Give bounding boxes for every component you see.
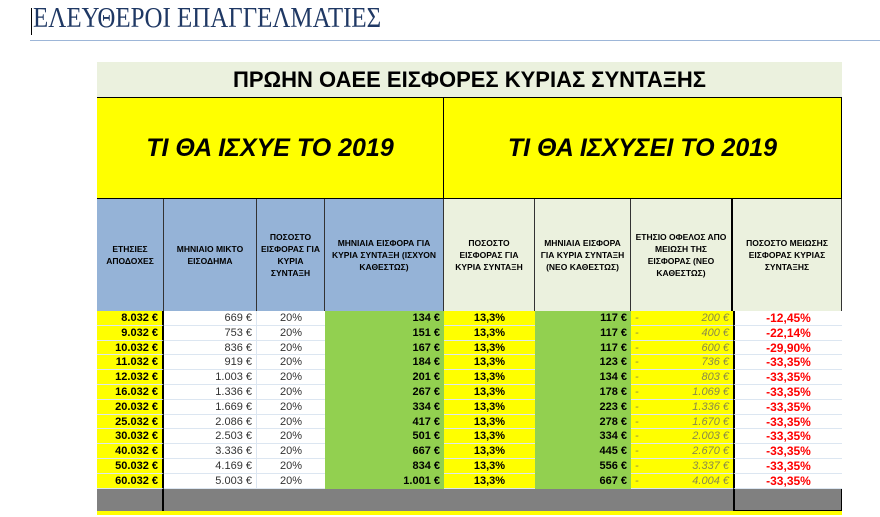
- cell-old-rate: 20%: [257, 326, 325, 341]
- cell-reduction-percent: -33,35%: [733, 400, 842, 415]
- cell-old-rate: 20%: [257, 385, 325, 400]
- benefit-value: 803 €: [701, 371, 729, 384]
- cell-old-monthly-contribution: 834 €: [325, 459, 444, 474]
- cell-new-monthly-contribution: 134 €: [535, 370, 631, 385]
- dash: -: [635, 474, 639, 487]
- header-old-rate: ΠΟΣΟΣΤΟ ΕΙΣΦΟΡΑΣ ΓΙΑ ΚΥΡΙΑ ΣΥΝΤΑΞΗ: [257, 199, 325, 311]
- cell-new-monthly-contribution: 334 €: [535, 429, 631, 444]
- cell-annual-benefit: [631, 370, 733, 385]
- table-row: [97, 400, 842, 415]
- cell-annual-income: 20.032 €: [97, 400, 164, 415]
- cell-new-monthly-contribution: 178 €: [535, 385, 631, 400]
- benefit-value: 200 €: [701, 312, 729, 324]
- cell-new-monthly-contribution: 667 €: [535, 474, 631, 489]
- contributions-table: [97, 62, 842, 515]
- benefit-value: 4.004 €: [692, 474, 729, 487]
- cell-annual-income: 8.032 €: [97, 311, 164, 326]
- table-row: [97, 370, 842, 385]
- cell-annual-benefit: [631, 311, 733, 326]
- cell-monthly-gross: 2.086 €: [164, 415, 257, 430]
- cell-monthly-gross: 3.336 €: [164, 444, 257, 459]
- header-new-rate: ΠΟΣΟΣΤΟ ΕΙΣΦΟΡΑΣ ΓΙΑ ΚΥΡΙΑ ΣΥΝΤΑΞΗ: [444, 199, 535, 311]
- cell-annual-income: 25.032 €: [97, 415, 164, 430]
- cell-old-monthly-contribution: 167 €: [325, 341, 444, 356]
- table-footer-row: [97, 489, 842, 511]
- cell-monthly-gross: 753 €: [164, 326, 257, 341]
- cell-new-rate: 13,3%: [444, 385, 535, 400]
- table-body: [97, 311, 842, 489]
- cell-annual-benefit: [631, 459, 733, 474]
- dash: -: [635, 400, 639, 413]
- cell-old-monthly-contribution: 501 €: [325, 429, 444, 444]
- cell-reduction-percent: -22,14%: [733, 326, 842, 341]
- cell-annual-benefit: [631, 474, 733, 489]
- cell-old-monthly-contribution: 417 €: [325, 415, 444, 430]
- cell-annual-income: 60.032 €: [97, 474, 164, 489]
- cell-monthly-gross: 5.003 €: [164, 474, 257, 489]
- header-annual-income: ΕΤΗΣΙΕΣ ΑΠΟΔΟΧΕΣ: [97, 199, 164, 311]
- cell-monthly-gross: 1.003 €: [164, 370, 257, 385]
- cell-annual-benefit: [631, 429, 733, 444]
- table-title: ΠΡΩΗΝ ΟΑΕΕ ΕΙΣΦΟΡΕΣ ΚΥΡΙΑΣ ΣΥΝΤΑΞΗΣ: [97, 62, 842, 98]
- cell-old-rate: 20%: [257, 400, 325, 415]
- cell-new-rate: 13,3%: [444, 311, 535, 326]
- cell-new-rate: 13,3%: [444, 429, 535, 444]
- dash: -: [635, 459, 639, 472]
- benefit-value: 1.670 €: [692, 415, 729, 428]
- benefit-value: 3.337 €: [692, 459, 729, 472]
- cell-old-monthly-contribution: 1.001 €: [325, 474, 444, 489]
- cell-annual-benefit: [631, 400, 733, 415]
- cell-monthly-gross: 1.669 €: [164, 400, 257, 415]
- cell-new-rate: 13,3%: [444, 444, 535, 459]
- cell-reduction-percent: -33,35%: [733, 474, 842, 489]
- table-row: [97, 326, 842, 341]
- cell-monthly-gross: 919 €: [164, 355, 257, 370]
- cell-annual-income: 40.032 €: [97, 444, 164, 459]
- cell-annual-benefit: [631, 415, 733, 430]
- footer-cell: [733, 489, 842, 511]
- benefit-value: 600 €: [701, 341, 729, 354]
- cell-monthly-gross: 1.336 €: [164, 385, 257, 400]
- cell-new-rate: 13,3%: [444, 341, 535, 356]
- cell-new-rate: 13,3%: [444, 459, 535, 474]
- period-old: ΤΙ ΘΑ ΙΣΧΥΕ ΤΟ 2019: [97, 98, 444, 198]
- cell-new-monthly-contribution: 445 €: [535, 444, 631, 459]
- cell-new-rate: 13,3%: [444, 415, 535, 430]
- cell-annual-income: 11.032 €: [97, 355, 164, 370]
- cell-new-monthly-contribution: 223 €: [535, 400, 631, 415]
- table-row: [97, 341, 842, 356]
- benefit-value: 2.003 €: [692, 430, 729, 443]
- cell-new-rate: 13,3%: [444, 355, 535, 370]
- table-row: [97, 444, 842, 459]
- cell-reduction-percent: -33,35%: [733, 370, 842, 385]
- cell-new-monthly-contribution: 556 €: [535, 459, 631, 474]
- dash: -: [635, 430, 639, 443]
- cell-new-monthly-contribution: 117 €: [535, 341, 631, 356]
- cell-reduction-percent: -33,35%: [733, 415, 842, 430]
- cell-old-monthly-contribution: 667 €: [325, 444, 444, 459]
- document-title: ΕΛΕΥΘΕΡΟΙ ΕΠΑΓΓΕΛΜΑΤΙΕΣ: [33, 2, 382, 34]
- cell-old-monthly-contribution: 151 €: [325, 326, 444, 341]
- cell-monthly-gross: 4.169 €: [164, 459, 257, 474]
- header-old-monthly-contribution: ΜΗΝΙΑΙΑ ΕΙΣΦΟΡΑ ΓΙΑ ΚΥΡΙΑ ΣΥΝΤΑΞΗ (ΙΣΧΥΟΝ ΚΑΘΕΣΤΩΣ): [325, 199, 444, 311]
- cell-old-monthly-contribution: 134 €: [325, 311, 444, 326]
- cell-annual-benefit: [631, 444, 733, 459]
- table-row: [97, 355, 842, 370]
- cell-old-rate: 20%: [257, 341, 325, 356]
- cell-old-monthly-contribution: 201 €: [325, 370, 444, 385]
- cell-reduction-percent: -33,35%: [733, 355, 842, 370]
- cell-old-rate: 20%: [257, 311, 325, 326]
- footer-edge: [97, 511, 842, 515]
- dash: -: [635, 415, 639, 428]
- cell-old-rate: 20%: [257, 459, 325, 474]
- cell-new-rate: 13,3%: [444, 326, 535, 341]
- table-row: [97, 474, 842, 489]
- cell-reduction-percent: -33,35%: [733, 459, 842, 474]
- cell-monthly-gross: 2.503 €: [164, 429, 257, 444]
- cell-new-rate: 13,3%: [444, 400, 535, 415]
- benefit-value: 1.069 €: [692, 385, 729, 398]
- column-header-row: [97, 199, 842, 311]
- cell-reduction-percent: -33,35%: [733, 444, 842, 459]
- benefit-value: 736 €: [701, 356, 729, 369]
- cell-new-monthly-contribution: 117 €: [535, 311, 631, 326]
- header-monthly-gross: ΜΗΝΙΑΙΟ ΜΙΚΤΟ ΕΙΣΟΔΗΜΑ: [164, 199, 257, 311]
- cell-old-rate: 20%: [257, 355, 325, 370]
- dash: -: [635, 445, 639, 458]
- cell-annual-income: 50.032 €: [97, 459, 164, 474]
- cell-reduction-percent: -33,35%: [733, 385, 842, 400]
- cell-monthly-gross: 669 €: [164, 311, 257, 326]
- footer-cell: [97, 489, 164, 511]
- dash: -: [635, 326, 639, 339]
- cell-annual-income: 12.032 €: [97, 370, 164, 385]
- cell-reduction-percent: -12,45%: [733, 311, 842, 326]
- cell-old-rate: 20%: [257, 474, 325, 489]
- text-cursor: [31, 8, 32, 35]
- cell-annual-income: 16.032 €: [97, 385, 164, 400]
- header-annual-benefit: ΕΤΗΣΙΟ ΟΦΕΛΟΣ ΑΠΟ ΜΕΙΩΣΗ ΤΗΣ ΕΙΣΦΟΡΑΣ (ΝΕΟ ΚΑΘΕΣΤΩΣ): [631, 199, 733, 311]
- dash: -: [635, 371, 639, 384]
- table-row: [97, 385, 842, 400]
- cell-old-monthly-contribution: 334 €: [325, 400, 444, 415]
- cell-annual-benefit: [631, 326, 733, 341]
- cell-annual-benefit: [631, 341, 733, 356]
- period-header-row: [97, 98, 842, 199]
- cell-monthly-gross: 836 €: [164, 341, 257, 356]
- dash: -: [635, 312, 639, 324]
- dash: -: [635, 356, 639, 369]
- cell-old-rate: 20%: [257, 370, 325, 385]
- header-new-monthly-contribution: ΜΗΝΙΑΙΑ ΕΙΣΦΟΡΑ ΓΙΑ ΚΥΡΙΑ ΣΥΝΤΑΞΗ (ΝΕΟ ΚΑΘΕΣΤΩΣ): [535, 199, 631, 311]
- cell-new-rate: 13,3%: [444, 370, 535, 385]
- cell-new-monthly-contribution: 278 €: [535, 415, 631, 430]
- cell-old-monthly-contribution: 184 €: [325, 355, 444, 370]
- benefit-value: 1.336 €: [692, 400, 729, 413]
- cell-old-rate: 20%: [257, 444, 325, 459]
- benefit-value: 400 €: [701, 326, 729, 339]
- cell-old-monthly-contribution: 267 €: [325, 385, 444, 400]
- table-row: [97, 415, 842, 430]
- table-row: [97, 459, 842, 474]
- cell-annual-income: 10.032 €: [97, 341, 164, 356]
- cell-annual-income: 30.032 €: [97, 429, 164, 444]
- table-row: [97, 311, 842, 326]
- footer-cell: [164, 489, 733, 511]
- benefit-value: 2.670 €: [692, 445, 729, 458]
- period-new: ΤΙ ΘΑ ΙΣΧΥΣΕΙ ΤΟ 2019: [444, 98, 842, 198]
- cell-annual-benefit: [631, 355, 733, 370]
- table-row: [97, 429, 842, 444]
- cell-reduction-percent: -29,90%: [733, 341, 842, 356]
- cell-old-rate: 20%: [257, 429, 325, 444]
- cell-old-rate: 20%: [257, 415, 325, 430]
- cell-new-monthly-contribution: 117 €: [535, 326, 631, 341]
- cell-annual-benefit: [631, 385, 733, 400]
- dash: -: [635, 385, 639, 398]
- cell-reduction-percent: -33,35%: [733, 429, 842, 444]
- header-reduction-percent: ΠΟΣΟΣΤΟ ΜΕΙΩΣΗΣ ΕΙΣΦΟΡΑΣ ΚΥΡΙΑΣ ΣΥΝΤΑΞΗΣ: [733, 199, 842, 311]
- cell-new-monthly-contribution: 123 €: [535, 355, 631, 370]
- dash: -: [635, 341, 639, 354]
- title-underline: [30, 40, 880, 41]
- cell-annual-income: 9.032 €: [97, 326, 164, 341]
- cell-new-rate: 13,3%: [444, 474, 535, 489]
